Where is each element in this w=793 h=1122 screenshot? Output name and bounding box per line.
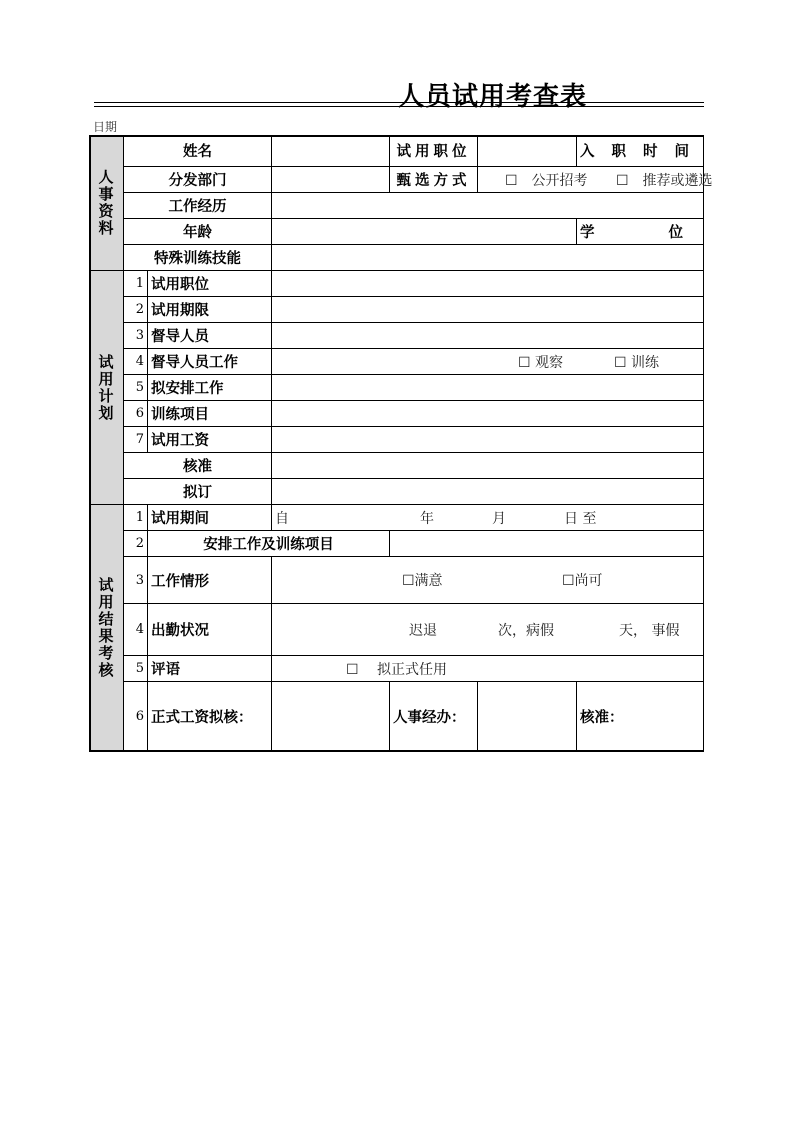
skills-field[interactable] xyxy=(272,245,704,271)
period-month: 月 xyxy=(492,510,506,527)
formal-salary-label: 正式工资拟核： xyxy=(148,682,272,752)
plan-approve-label: 核准 xyxy=(124,453,272,479)
plan-work-arrangement-field[interactable] xyxy=(272,375,704,401)
experience-field[interactable] xyxy=(272,193,704,219)
final-approve-label: 核准： xyxy=(577,682,704,752)
section-personnel xyxy=(89,135,124,271)
name-field[interactable] xyxy=(272,135,390,167)
plan-draft-label: 拟订 xyxy=(124,479,272,505)
skills-label: 特殊训练技能 xyxy=(124,245,272,271)
trial-period-field[interactable] xyxy=(272,505,704,531)
arrangement-field[interactable] xyxy=(390,531,704,557)
selection-option-public-exam[interactable]: ☐ 公开招考 xyxy=(505,172,588,189)
supervisor-option-observe[interactable]: ☐ 观察 xyxy=(518,354,564,371)
page-title: 人员试用考查表 xyxy=(398,82,588,112)
section-plan xyxy=(89,271,124,505)
hire-date-label: 入职时间 xyxy=(577,135,704,167)
work-option-satisfied[interactable]: ☐满意 xyxy=(402,573,443,589)
period-day-to: 日 至 xyxy=(564,510,597,527)
attendance-personal: 天， 事假 xyxy=(619,622,680,639)
age-field[interactable] xyxy=(272,219,577,245)
hr-handler-label: 人事经办： xyxy=(390,682,478,752)
section-result xyxy=(89,505,124,752)
plan-row-number: 4 xyxy=(124,349,148,375)
plan-row-label: 训练项目 xyxy=(148,401,272,427)
result-row-number: 4 xyxy=(124,604,148,656)
result-row-number: 3 xyxy=(124,557,148,604)
comment-field xyxy=(272,656,704,682)
attendance-late: 迟退 xyxy=(409,622,437,639)
degree-label xyxy=(577,219,757,245)
title-underline-double xyxy=(94,106,704,107)
selection-method-label: 甄选方式 xyxy=(390,167,478,193)
trial-position-label: 试用职位 xyxy=(390,135,478,167)
plan-row-number: 7 xyxy=(124,427,148,453)
section-personnel-label: 人事资料 xyxy=(96,168,115,237)
name-label: 姓名 xyxy=(124,135,272,167)
section-plan-label: 试用计划 xyxy=(96,353,115,422)
period-from: 自 xyxy=(275,510,289,527)
experience-label: 工作经历 xyxy=(124,193,272,219)
plan-salary-field[interactable] xyxy=(272,427,704,453)
formal-salary-field[interactable] xyxy=(272,682,390,752)
date-label: 日期 xyxy=(93,120,118,134)
plan-row-number: 3 xyxy=(124,323,148,349)
supervisor-option-train[interactable]: ☐ 训练 xyxy=(614,354,660,371)
result-row-number: 1 xyxy=(124,505,148,531)
trial-assessment-form xyxy=(89,135,757,752)
selection-method-options xyxy=(478,167,713,193)
plan-supervisor-work-field xyxy=(272,349,704,375)
plan-row-label: 督导人员工作 xyxy=(148,349,272,375)
plan-row-number: 1 xyxy=(124,271,148,297)
work-option-fair[interactable]: ☐尚可 xyxy=(562,573,603,589)
result-row-number: 6 xyxy=(124,682,148,752)
plan-row-number: 5 xyxy=(124,375,148,401)
attendance-field[interactable] xyxy=(272,604,704,656)
hr-handler-field[interactable] xyxy=(478,682,577,752)
selection-option-recommend[interactable]: ☐ 推荐或遴选 xyxy=(616,172,713,189)
comment-option-formal-hire[interactable]: ☐ 拟正式任用 xyxy=(346,661,448,678)
dept-label: 分发部门 xyxy=(124,167,272,193)
dept-field[interactable] xyxy=(272,167,390,193)
trial-period-label: 试用期间 xyxy=(148,505,272,531)
plan-trial-position-field[interactable] xyxy=(272,271,704,297)
plan-draft-field[interactable] xyxy=(272,479,704,505)
trial-position-field[interactable] xyxy=(478,135,577,167)
work-performance-field xyxy=(272,557,704,604)
plan-row-number: 6 xyxy=(124,401,148,427)
plan-row-label: 试用职位 xyxy=(148,271,272,297)
plan-row-label: 试用工资 xyxy=(148,427,272,453)
plan-row-number: 2 xyxy=(124,297,148,323)
plan-supervisor-field[interactable] xyxy=(272,323,704,349)
plan-row-label: 试用期限 xyxy=(148,297,272,323)
result-row-number: 5 xyxy=(124,656,148,682)
plan-training-field[interactable] xyxy=(272,401,704,427)
plan-row-label: 督导人员 xyxy=(148,323,272,349)
result-row-number: 2 xyxy=(124,531,148,557)
plan-row-label: 拟安排工作 xyxy=(148,375,272,401)
plan-approve-field[interactable] xyxy=(272,453,704,479)
degree-label-text: 学位 xyxy=(580,225,757,241)
title-underline xyxy=(94,102,704,103)
comment-label: 评语 xyxy=(148,656,272,682)
attendance-label: 出勤状况 xyxy=(148,604,272,656)
period-year: 年 xyxy=(420,510,434,527)
work-performance-label: 工作情形 xyxy=(148,557,272,604)
section-result-label: 试用结果考核 xyxy=(96,577,115,679)
age-label: 年龄 xyxy=(124,219,272,245)
plan-trial-period-field[interactable] xyxy=(272,297,704,323)
attendance-sick: 次，病假 xyxy=(498,622,554,639)
arrangement-label: 安排工作及训练项目 xyxy=(148,531,390,557)
